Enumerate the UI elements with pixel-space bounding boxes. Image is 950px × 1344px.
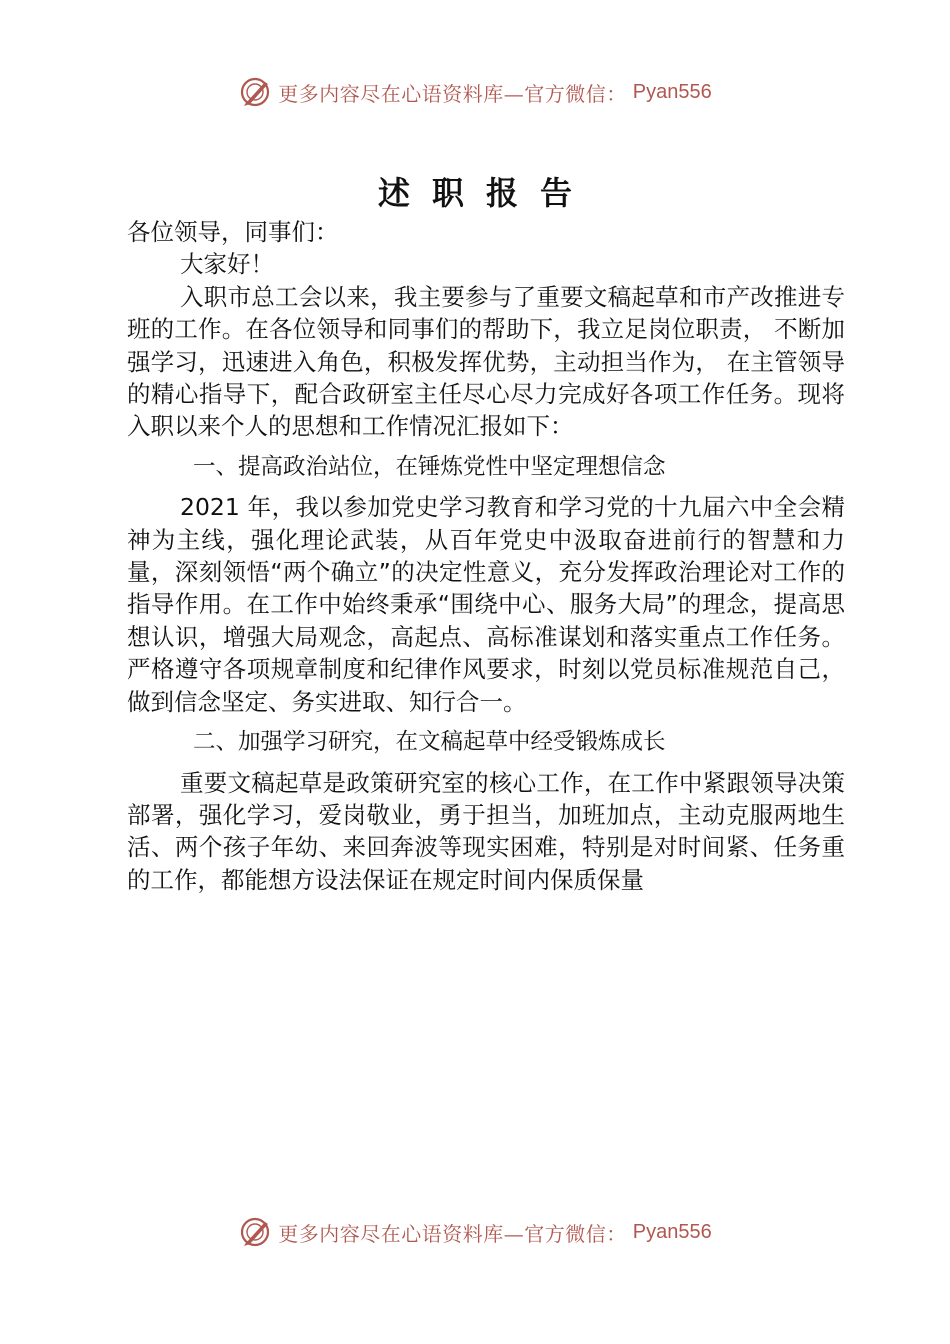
watermark-text: 更多内容尽在心语资料库—官方微信： (278, 81, 627, 106)
watermark-wechat-id: Pyan556 (632, 1220, 712, 1243)
document-title: 述职报告 (377, 174, 594, 212)
watermark-wechat-id: Pyan556 (632, 80, 712, 103)
document-body (127, 216, 845, 896)
pen-circle-logo-icon (238, 75, 272, 109)
watermark-banner-bottom (0, 1212, 950, 1252)
section-paragraph-2: 重要文稿起草是政策研究室的核心工作，在工作中紧跟领导决策部署，强化学习，爱岗敬业，勇于担当，加班加点，主动克服两地生活、两个孩子年幼、来回奔波等现实困难，特别是对时间紧、任务重的工作，都能想方设法保证在规定时间内保质保量 (127, 768, 845, 894)
intro-paragraph: 入职市总工会以来，我主要参与了重要文稿起草和市产改推进专班的工作。在各位领导和同事们的帮助下，我立足岗位职责， 不断加强学习，迅速进入角色，积极发挥优势，主动担当作为， 在主管领导的精心指导下，配合政研室主任尽心尽力完成好各项工作任务。现将入职以来个人的思想和工作情况汇报如下： (127, 282, 845, 441)
watermark-banner-top (0, 72, 950, 112)
salutation: 各位领导，同事们： (127, 218, 339, 246)
pen-circle-logo-icon (238, 1215, 272, 1249)
section-heading-2: 二、加强学习研究，在文稿起草中经受锻炼成长 (193, 729, 666, 756)
section-heading-1: 一、提高政治站位，在锤炼党性中坚定理想信念 (193, 453, 666, 480)
section-paragraph-1: 2021 年，我以参加党史学习教育和学习党的十九届六中全会精神为主线，强化理论武装，从百年党史中汲取奋进前行的智慧和力量，深刻领悟“两个确立”的决定性意义，充分发挥政治理论对工作的指导作用。在工作中始终秉承“围绕中心、服务大局”的理念，提高思想认识，增强大局观念，高起点、高标准谋划和落实重点工作任务。严格遵守各项规章制度和纪律作风要求，时刻以党员标准规范自己，做到信念坚定、务实进取、知行合一。 (127, 493, 845, 716)
greeting: 大家好！ (180, 250, 274, 279)
watermark-text: 更多内容尽在心语资料库—官方微信： (278, 1221, 627, 1246)
